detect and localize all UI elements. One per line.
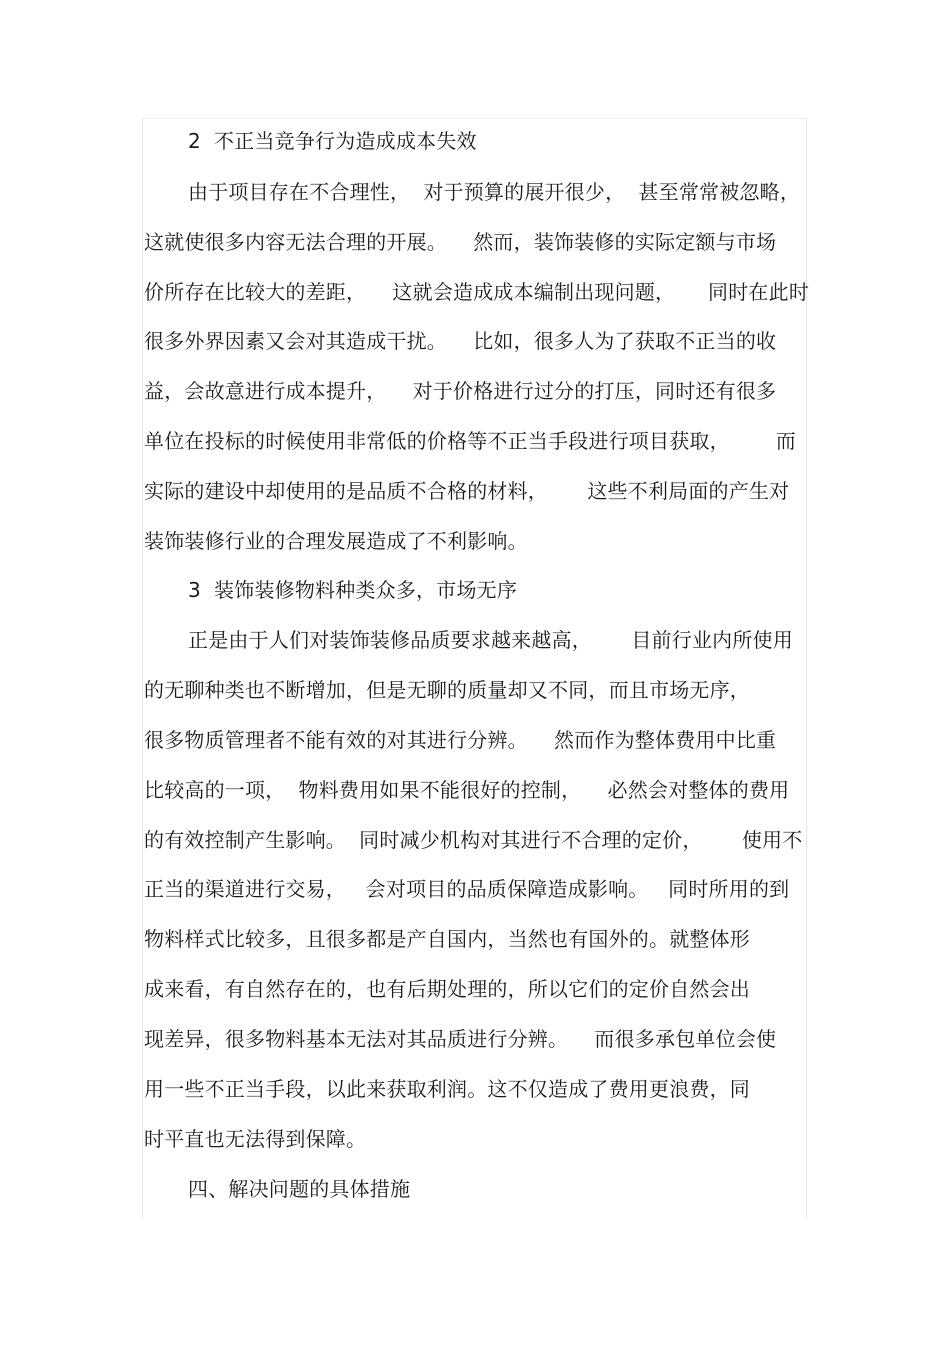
paragraph-line: 很多外界因素又会对其造成干扰。 比如，很多人为了获取不正当的收: [144, 329, 777, 353]
paragraph-line: 这就使很多内容无法合理的开展。 然而，装饰装修的实际定额与市场: [144, 230, 777, 254]
paragraph-line: 成来看，有自然存在的，也有后期处理的，所以它们的定价自然会出: [144, 977, 750, 1001]
paragraph-line: 很多物质管理者不能有效的对其进行分辨。 然而作为整体费用中比重: [144, 728, 777, 752]
heading-section-4: 四、解决问题的具体措施: [188, 1177, 411, 1201]
paragraph-line: 由于项目存在不合理性， 对于预算的展开很少， 甚至常常被忽略，: [188, 180, 801, 204]
paragraph-line: 装饰装修行业的合理发展造成了不利影响。: [144, 529, 528, 553]
paragraph-line: 的有效控制产生影响。 同时减少机构对其进行不合理的定价， 使用不: [144, 828, 803, 852]
paragraph-line: 物料样式比较多，且很多都是产自国内，当然也有国外的。就整体形: [144, 927, 750, 951]
heading-section-3: 3 装饰装修物料种类众多，市场无序: [188, 578, 518, 602]
paragraph-line: 益，会故意进行成本提升， 对于价格进行过分的打压，同时还有很多: [144, 379, 777, 403]
paragraph-line: 用一些不正当手段，以此来获取利润。这不仅造成了费用更浪费，同: [144, 1077, 750, 1101]
paragraph-line: 现差异，很多物料基本无法对其品质进行分辨。 而很多承包单位会使: [144, 1027, 777, 1051]
paragraph-line: 实际的建设中却使用的是品质不合格的材料， 这些不利局面的产生对: [144, 479, 790, 503]
paragraph-line: 比较高的一项， 物料费用如果不能很好的控制， 必然会对整体的费用: [144, 778, 790, 802]
paragraph-line: 单位在投标的时候使用非常低的价格等不正当手段进行项目获取， 而: [144, 429, 796, 453]
paragraph-line: 正是由于人们对装饰装修品质要求越来越高， 目前行业内所使用: [188, 628, 793, 652]
paragraph-line: 的无聊种类也不断增加，但是无聊的质量却又不同，而且市场无序，: [144, 678, 750, 702]
paragraph-line: 时平直也无法得到保障。: [144, 1127, 367, 1151]
heading-section-2: 2 不正当竞争行为造成成本失效: [188, 129, 477, 153]
paragraph-line: 价所存在比较大的差距， 这就会造成成本编制出现问题， 同时在此时: [144, 280, 810, 304]
paragraph-line: 正当的渠道进行交易， 会对项目的品质保障造成影响。 同时所用的到: [144, 877, 790, 901]
